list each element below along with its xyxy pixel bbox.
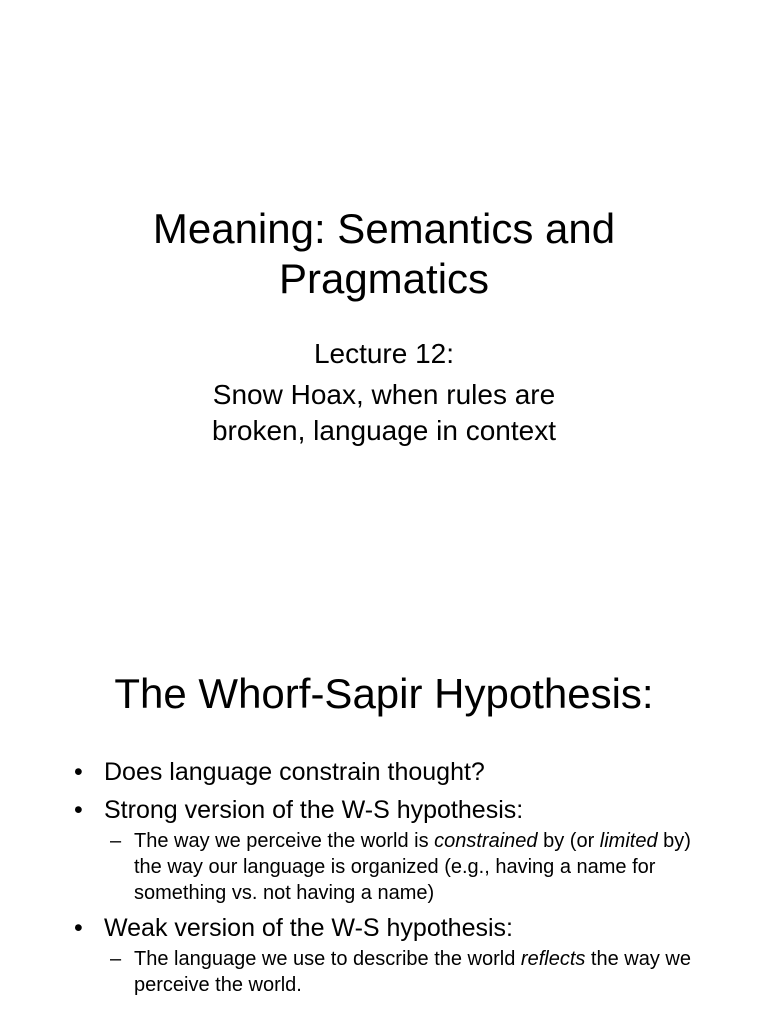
sub-text-emphasis: reflects [520,948,586,970]
bullet-text: Strong version of the W-S hypothesis: [104,796,524,824]
sub-text-part: The way we perceive the world is [134,830,435,852]
sub-list [104,946,714,998]
bullet-text: Weak version of the W-S hypothesis: [104,914,513,942]
slide-2-title: The Whorf-Sapir Hypothesis: [114,670,654,717]
title-line-2: Pragmatics [278,255,490,302]
slide-whorf-sapir [0,512,768,1024]
bullet-text: Does language constrain thought? [104,758,485,786]
sub-list-item [104,828,714,906]
list-item [74,794,714,906]
bullet-marker: • [74,796,83,824]
slide-title-heading [0,204,768,304]
sub-list-item [104,946,714,998]
bullet-marker: • [74,758,83,786]
sub-text-part: by) the way our language is organized (e.g., having a name for something vs. not having a name) [134,830,691,904]
sub-text-part: the way we perceive the world. [134,948,691,996]
title-line-1: Meaning: Semantics and [152,205,616,252]
dash-marker: – [110,830,122,852]
lecture-topic [0,377,768,449]
topic-line-2: broken, language in context [211,415,557,446]
dash-marker: – [110,948,122,970]
sub-text-emphasis: limited [599,830,658,852]
lecture-subtitle [0,336,768,449]
sub-text-emphasis: constrained [434,830,538,852]
bullet-marker: • [74,914,83,942]
lecture-number: Lecture 12: [313,338,455,369]
bullet-list [74,756,714,1004]
topic-line-1: Snow Hoax, when rules are [212,379,556,410]
list-item [74,912,714,998]
sub-text-part: The language we use to describe the world [134,948,521,970]
list-item [74,756,714,788]
sub-list [104,828,714,906]
sub-text-part: by (or [537,830,600,852]
